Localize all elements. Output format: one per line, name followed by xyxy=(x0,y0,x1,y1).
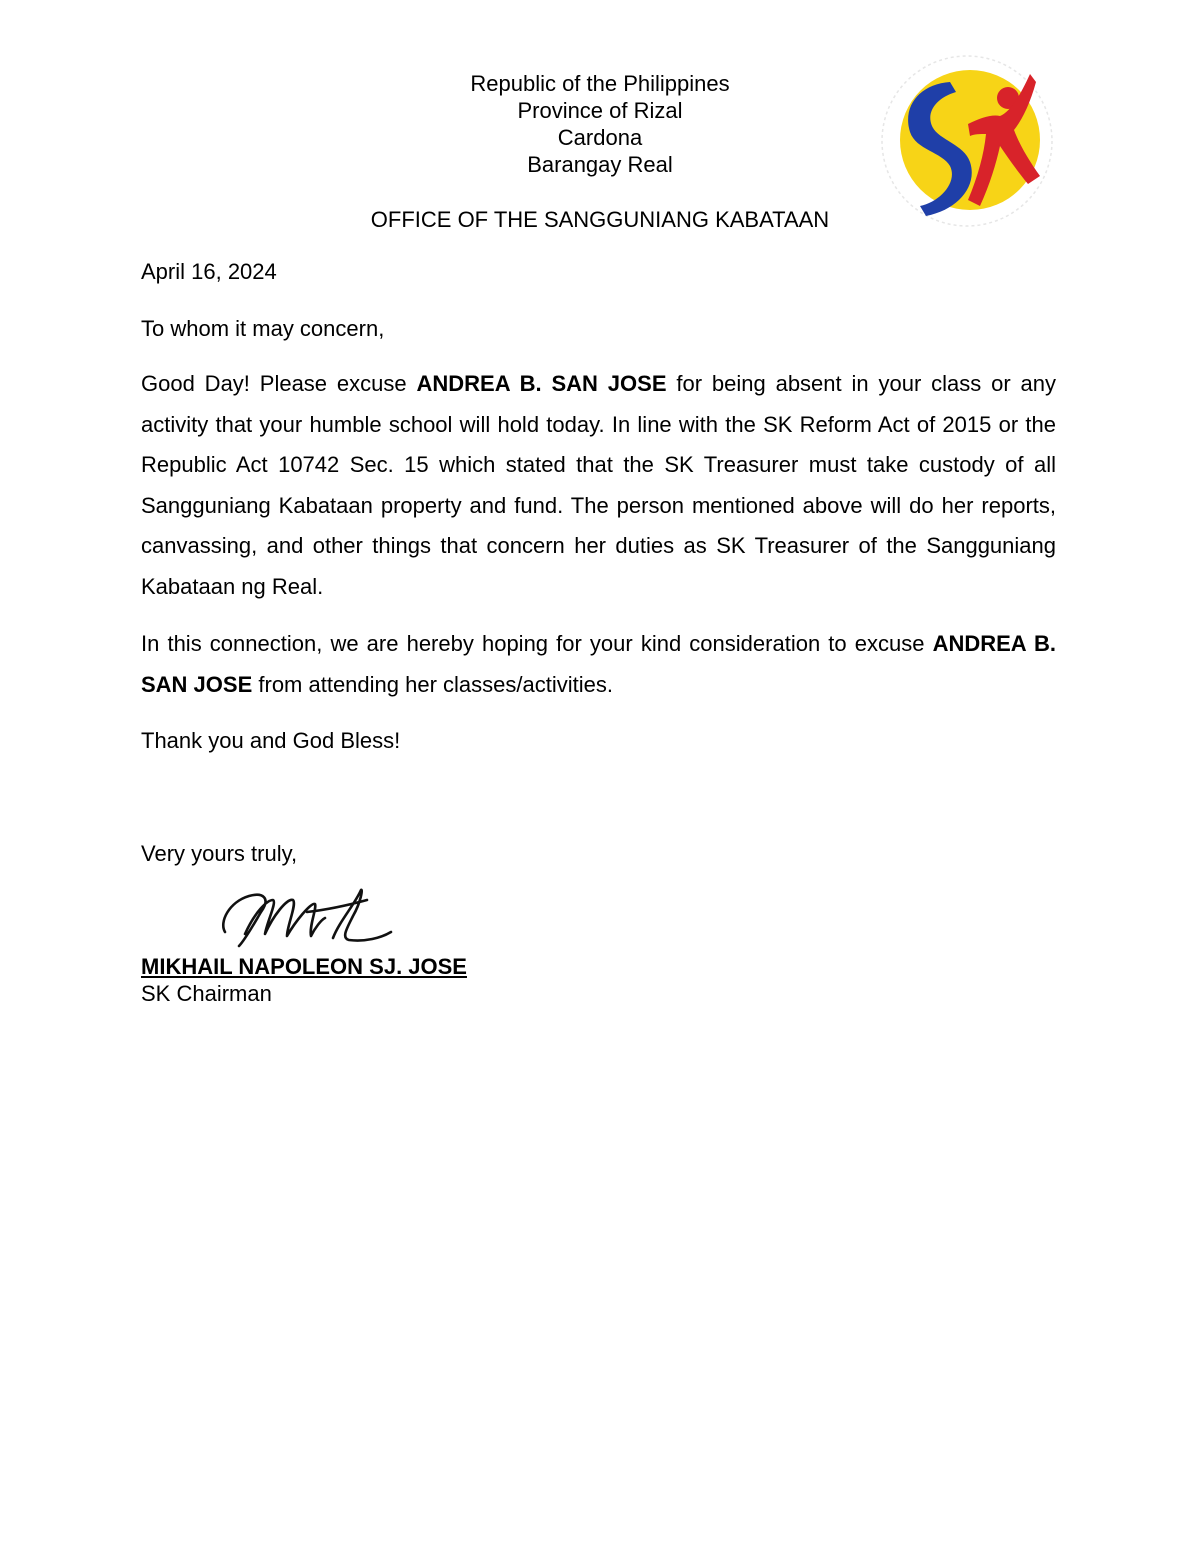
closing-line: Very yours truly, xyxy=(141,841,298,866)
sk-logo-text: SK xyxy=(967,54,969,55)
header-line-municipality: Cardona xyxy=(557,125,643,150)
office-title: OFFICE OF THE SANGGUNIANG KABATAAN xyxy=(370,207,830,232)
paragraph-1-intro: Good Day! Please excuse xyxy=(141,371,417,396)
signature-icon xyxy=(215,882,395,952)
body-paragraph-2 xyxy=(141,624,1056,705)
paragraph-2-intro: In this connection, we are hereby hoping for your kind consideration to excuse xyxy=(141,631,933,656)
signer-title: SK Chairman xyxy=(141,981,272,1006)
student-name: ANDREA B. SAN JOSE xyxy=(416,371,667,396)
paragraph-1-body: for being absent in your class or any activity that your humble school will hold today. In line with the SK Reform Act of 2015 or the Republic Act 10742 Sec. 15 which stated that the SK Treasurer must take custody of all Sangguniang Kabataan property and fund. The person mentioned above will do her reports, canvassing, and other things that concern her duties as SK Treasurer of the Sangguniang Kabataan ng Real. xyxy=(141,371,1057,599)
paragraph-2-body: from attending her classes/activities. xyxy=(252,671,613,697)
header-line-province: Province of Rizal xyxy=(517,98,683,123)
header-line-barangay: Barangay Real xyxy=(527,152,673,177)
header-line-republic: Republic of the Philippines xyxy=(470,71,730,96)
signer-name: MIKHAIL NAPOLEON SJ. JOSE xyxy=(141,954,467,979)
salutation: To whom it may concern, xyxy=(141,316,385,341)
sk-logo-icon xyxy=(880,54,1054,228)
body-paragraph-1 xyxy=(141,364,1056,608)
letter-date: April 16, 2024 xyxy=(141,259,277,284)
thanks-line: Thank you and God Bless! xyxy=(141,728,401,753)
student-name-repeat: ANDREA B. SAN JOSE xyxy=(141,631,1056,697)
